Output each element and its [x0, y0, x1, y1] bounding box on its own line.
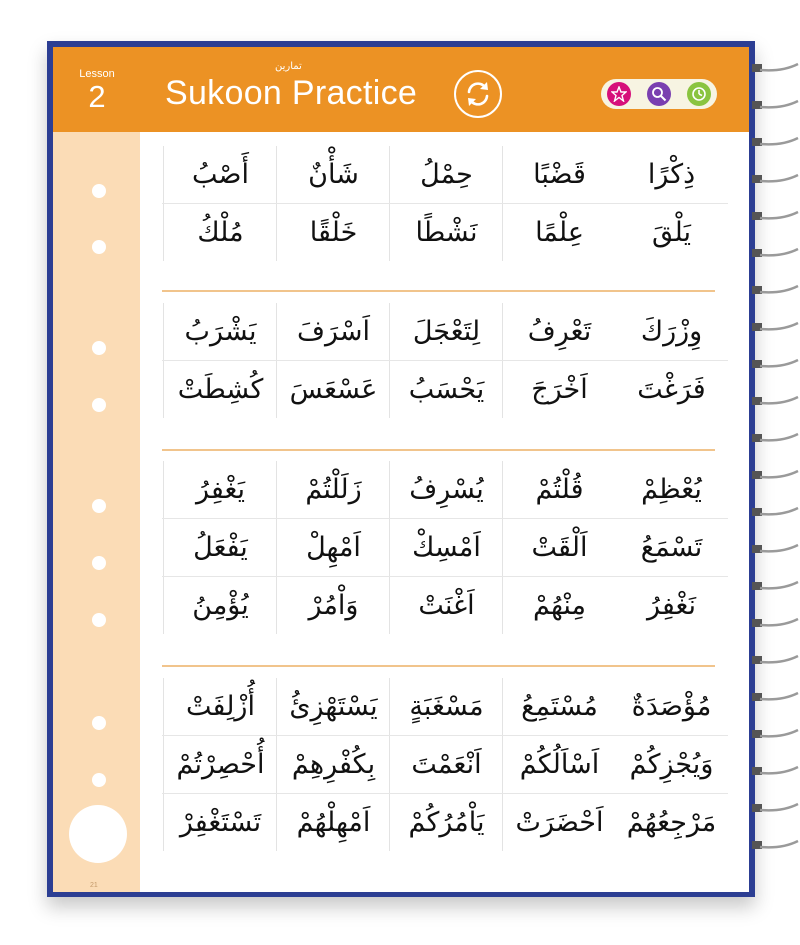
binding-ring [752, 578, 800, 594]
word-cell[interactable]: عَسْعَسَ [276, 361, 390, 418]
word-row [162, 146, 728, 204]
word-row [162, 794, 728, 851]
clock-icon [691, 86, 707, 102]
word-cell[interactable]: فَرَغْتَ [637, 374, 706, 405]
word-cell[interactable]: تَعْرِفُ [502, 303, 616, 360]
word-cell[interactable]: حِمْلُ [389, 146, 503, 203]
binding-ring [752, 171, 800, 187]
word-cell[interactable]: اَنْعَمْتَ [389, 736, 503, 793]
binding-ring [752, 319, 800, 335]
word-cell[interactable]: لِتَعْجَلَ [389, 303, 503, 360]
binding-ring [752, 430, 800, 446]
word-cell[interactable]: مَسْغَبَةٍ [389, 678, 503, 735]
binder-hole [92, 773, 106, 787]
word-cell[interactable]: اَمْسِكْ [389, 519, 503, 576]
binding-ring [752, 60, 800, 76]
binding-ring [752, 763, 800, 779]
word-row [162, 303, 728, 361]
word-cell[interactable]: اَسْرَفَ [276, 303, 390, 360]
word-cell[interactable]: اَمْهِلْ [276, 519, 390, 576]
binding-ring [752, 134, 800, 150]
word-cell[interactable]: اَلْقَتْ [502, 519, 616, 576]
binding-ring [752, 208, 800, 224]
word-cell[interactable]: عِلْمًا [502, 204, 616, 261]
word-cell[interactable]: يَلْقَ [652, 217, 691, 248]
word-cell[interactable]: يُؤْمِنُ [163, 577, 277, 634]
binding-ring [752, 393, 800, 409]
word-cell[interactable]: مِنْهُمْ [502, 577, 616, 634]
spiral-binding [752, 60, 800, 880]
word-cell[interactable]: يَاْمُرُكُمْ [389, 794, 503, 851]
binding-ring [752, 356, 800, 372]
word-cell[interactable]: وَيُجْزِكُمْ [629, 749, 714, 780]
word-cell[interactable]: كُشِطَتْ [163, 361, 277, 418]
page [53, 47, 749, 892]
word-cell[interactable]: بِكُفْرِهِمْ [276, 736, 390, 793]
binding-ring [752, 282, 800, 298]
activity-controls [601, 79, 717, 109]
binder-hole [92, 240, 106, 254]
word-cell[interactable]: تَسْمَعُ [640, 532, 703, 563]
sidebar-margin [53, 132, 140, 892]
binding-ring [752, 615, 800, 631]
binding-ring [752, 726, 800, 742]
word-cell[interactable]: قَضْبًا [502, 146, 616, 203]
word-cell[interactable]: مُلْكُ [163, 204, 277, 261]
word-cell[interactable]: مُؤْصَدَةٌ [631, 691, 712, 722]
binding-ring [752, 504, 800, 520]
repeat-icon [463, 79, 493, 109]
title-arabic: تمارين [275, 61, 302, 72]
lesson-label: Lesson [79, 68, 115, 80]
timer-button[interactable] [687, 82, 711, 106]
word-cell[interactable]: شَأْنٌ [276, 146, 390, 203]
star-icon [611, 86, 627, 102]
word-cell[interactable]: أَصْبُ [163, 146, 277, 203]
lesson-header [53, 47, 749, 132]
word-cell[interactable]: تَسْتَغْفِرْ [163, 794, 277, 851]
word-row [162, 519, 728, 577]
binder-hole [92, 499, 106, 513]
workbook [47, 41, 755, 897]
word-cell[interactable]: مُسْتَمِعُ [502, 678, 616, 735]
lesson-number: 2 [88, 79, 106, 114]
binding-ring [752, 467, 800, 483]
word-cell[interactable]: خَلْقًا [276, 204, 390, 261]
star-button[interactable] [607, 82, 631, 106]
word-cell[interactable]: قُلْتُمْ [502, 461, 616, 518]
repeat-button[interactable] [454, 70, 502, 118]
page-number: 21 [90, 882, 98, 889]
word-cell[interactable]: مَرْجِعُهُمْ [626, 807, 717, 838]
word-cell[interactable]: اَمْهِلْهُمْ [276, 794, 390, 851]
binder-hole [92, 613, 106, 627]
word-cell[interactable]: نَشْطًا [389, 204, 503, 261]
binding-ring [752, 97, 800, 113]
section-divider [162, 449, 715, 451]
finger-tab-hole [69, 805, 127, 863]
word-cell[interactable]: أُحْصِرْتُمْ [163, 736, 277, 793]
word-cell[interactable]: يَسْتَهْزِئُ [276, 678, 390, 735]
word-cell[interactable]: اَسْاَلُكُمْ [502, 736, 616, 793]
word-row [162, 361, 728, 418]
section-divider [162, 665, 715, 667]
word-row [162, 461, 728, 519]
word-row [162, 678, 728, 736]
binder-hole [92, 716, 106, 730]
word-cell[interactable]: يُعْظِمْ [641, 474, 702, 505]
word-row [162, 736, 728, 794]
binding-ring [752, 245, 800, 261]
word-cell[interactable]: يُسْرِفُ [389, 461, 503, 518]
word-cell[interactable]: اَحْضَرَتْ [502, 794, 616, 851]
binding-ring [752, 800, 800, 816]
binder-hole [92, 184, 106, 198]
binder-hole [92, 398, 106, 412]
word-cell[interactable]: وَاْمُرْ [276, 577, 390, 634]
binding-ring [752, 837, 800, 853]
magnifier-icon [651, 86, 667, 102]
word-cell[interactable]: يَغْفِرُ [163, 461, 277, 518]
word-cell[interactable]: نَغْفِرُ [646, 590, 697, 621]
binder-hole [92, 341, 106, 355]
word-cell[interactable]: زَلَلْتُمْ [276, 461, 390, 518]
search-button[interactable] [647, 82, 671, 106]
word-cell[interactable]: اَخْرَجَ [502, 361, 616, 418]
word-cell[interactable]: ذِكْرًا [647, 159, 696, 190]
section-divider [162, 290, 715, 292]
word-row [162, 577, 728, 634]
word-cell[interactable]: يَفْعَلُ [163, 519, 277, 576]
word-cell[interactable]: وِزْرَكَ [640, 316, 703, 347]
word-row [162, 204, 728, 261]
word-cell[interactable]: يَحْسَبُ [389, 361, 503, 418]
binding-ring [752, 689, 800, 705]
binder-hole [92, 556, 106, 570]
binding-ring [752, 652, 800, 668]
practice-grid [140, 132, 749, 892]
page-title: Sukoon Practice [165, 74, 418, 112]
word-cell[interactable]: أُزْلِفَتْ [163, 678, 277, 735]
word-cell[interactable]: اَغْنَتْ [389, 577, 503, 634]
binding-ring [752, 541, 800, 557]
word-cell[interactable]: يَشْرَبُ [163, 303, 277, 360]
